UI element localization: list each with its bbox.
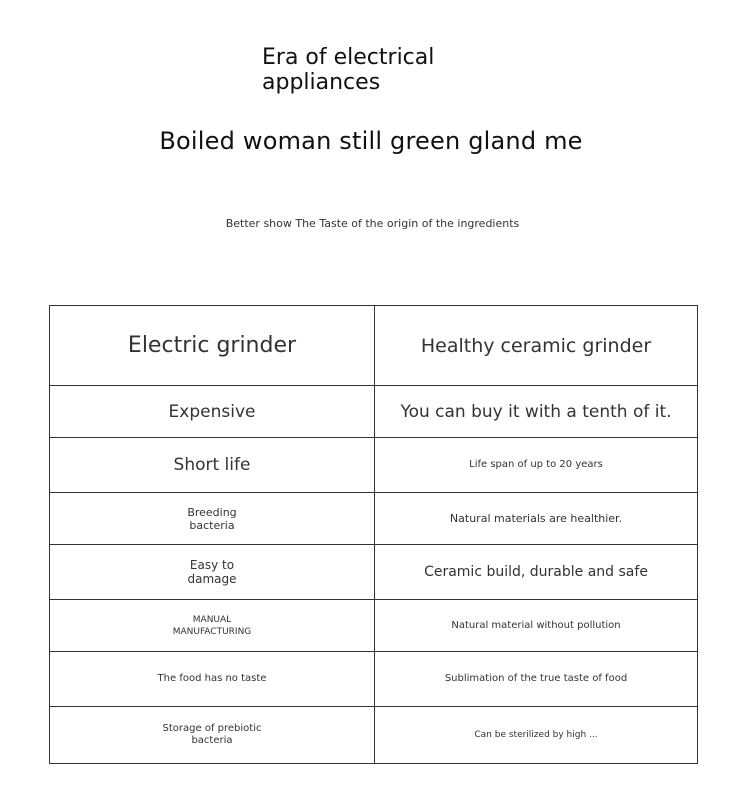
- cell-ceramic: Life span of up to 20 years: [375, 438, 698, 493]
- comparison-table: [49, 305, 698, 764]
- page-title: [262, 45, 462, 95]
- column-header-ceramic: Healthy ceramic grinder: [375, 306, 698, 386]
- table-row: [50, 493, 698, 545]
- cell-text: Easy to damage: [187, 558, 237, 586]
- table-row: [50, 600, 698, 652]
- cell-electric: [50, 493, 375, 545]
- cell-ceramic: Natural material without pollution: [375, 600, 698, 652]
- column-header-electric: Electric grinder: [50, 306, 375, 386]
- table-row: [50, 438, 698, 493]
- table-row: [50, 386, 698, 438]
- cell-ceramic: You can buy it with a tenth of it.: [375, 386, 698, 438]
- cell-text: Breeding bacteria: [187, 505, 237, 532]
- subtitle: Better show The Taste of the origin of the ingredients: [225, 217, 520, 230]
- cell-electric: [50, 600, 375, 652]
- cell-ceramic-highlight: Can be sterilized by high ...: [375, 707, 698, 764]
- cell-electric: The food has no taste: [50, 652, 375, 707]
- cell-electric: Expensive: [50, 386, 375, 438]
- cell-text: Storage of prebiotic bacteria: [162, 723, 262, 746]
- table-row: [50, 707, 698, 764]
- table-row: [50, 545, 698, 600]
- cell-electric: Short life: [50, 438, 375, 493]
- table-header-row: [50, 306, 698, 386]
- cell-ceramic: Natural materials are healthier.: [375, 493, 698, 545]
- cell-ceramic: Ceramic build, durable and safe: [375, 545, 698, 600]
- table-row: [50, 652, 698, 707]
- headline: Boiled woman still green gland me: [159, 127, 583, 155]
- cell-ceramic: Sublimation of the true taste of food: [375, 652, 698, 707]
- page-title-text: Era of electrical appliances: [262, 45, 435, 95]
- cell-electric: [50, 545, 375, 600]
- cell-electric: [50, 707, 375, 764]
- cell-text: MANUAL MANUFACTURING: [172, 614, 252, 637]
